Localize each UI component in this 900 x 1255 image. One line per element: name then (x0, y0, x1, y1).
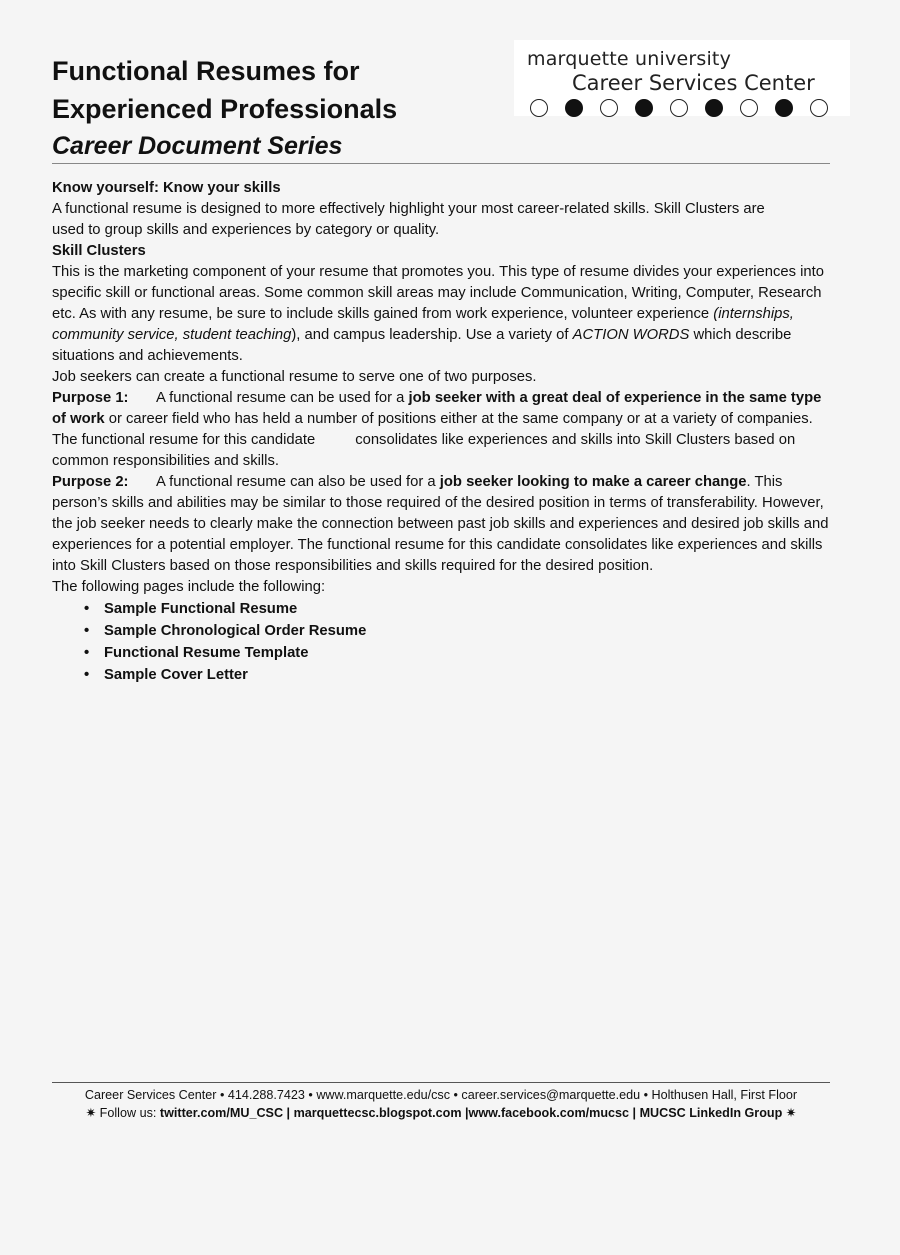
follow-label: Follow us: (96, 1106, 160, 1120)
filled-circle-icon (705, 99, 723, 117)
filled-circle-icon (565, 99, 583, 117)
follow-links[interactable]: twitter.com/MU_CSC | marquettecsc.blogspot.com |www.facebook.com/mucsc | MUCSC LinkedIn Group (159, 1106, 783, 1120)
intro-paragraph (52, 199, 830, 241)
empty-circle-icon (530, 99, 548, 117)
footer-divider (52, 1082, 830, 1083)
purpose-2-label: Purpose 2: (52, 474, 129, 490)
document-body (52, 178, 830, 686)
list-item: • Functional Resume Template (52, 642, 830, 664)
document-title-line-1: Functional Resumes for (52, 56, 360, 86)
empty-circle-icon (600, 99, 618, 117)
logo-university-text: marquette university (527, 48, 732, 70)
skill-clusters-paragraph: This is the marketing component of your resume that promotes you. This type of resume divides your experiences into specific skill or functional areas. Some common skill areas may include Communication, Writing, Computer, Research etc. As with any resume, be sure to include skills gained from work experience, volunteer experience (internships, community service, student teaching), and campus leadership. Use a variety of ACTION WORDS which describe situations and achievements. (52, 264, 825, 364)
filled-circle-icon (775, 99, 793, 117)
filled-circle-icon (635, 99, 653, 117)
star-icon: ✷ (785, 1106, 797, 1120)
intro-line-1: A functional resume is designed to more effectively highlight your most career-related skills. Skill Clusters are (52, 201, 765, 217)
purpose-1-label: Purpose 1: (52, 390, 129, 406)
skill-clusters-heading: Skill Clusters (52, 243, 146, 259)
footer-follow-line (52, 1104, 830, 1122)
list-item: • Sample Functional Resume (52, 598, 830, 620)
purpose-2-paragraph: Purpose 2: A functional resume can also be used for a job seeker looking to make a career change. This person’s skills and abilities may be similar to those required of the desired position in terms of transferability. However, the job seeker needs to clearly make the connection between past job skills and experiences and desired job skills and experiences for a potential employer. The functional resume for this candidate consolidates like experiences and skills into Skill Clusters based on those responsibilities and skills required for the desired position. (52, 474, 829, 574)
list-item: • Sample Cover Letter (52, 664, 830, 686)
document-subtitle: Career Document Series (52, 132, 343, 160)
logo-center-text: Career Services Center (572, 71, 815, 95)
footer (52, 1086, 830, 1122)
header-divider (52, 163, 830, 164)
document-title-line-2: Experienced Professionals (52, 94, 398, 124)
footer-contact-line: Career Services Center • 414.288.7423 • www.marquette.edu/csc • career.services@marquette.edu • Holthusen Hall, First Floor (84, 1088, 798, 1102)
empty-circle-icon (740, 99, 758, 117)
star-icon: ✷ (85, 1106, 97, 1120)
intro-line-2: used to group skills and experiences by category or quality. (52, 222, 440, 238)
logo-dot-row (530, 99, 828, 117)
following-pages-intro: The following pages include the following: (52, 579, 326, 595)
know-yourself-heading: Know yourself: Know your skills (52, 180, 281, 196)
title-block (52, 52, 492, 164)
marquette-career-services-logo (514, 40, 850, 116)
following-pages-list (52, 598, 830, 686)
list-item: • Sample Chronological Order Resume (52, 620, 830, 642)
purpose-1-paragraph: Purpose 1: A functional resume can be used for a job seeker with a great deal of experience in the same type of work or career field who has held a number of positions either at the same company or at a variety of companies. The functional resume for this candidate consolidates like experiences and skills into Skill Clusters based on common responsibilities and skills. (52, 390, 822, 469)
purposes-intro: Job seekers can create a functional resume to serve one of two purposes. (52, 369, 537, 385)
empty-circle-icon (810, 99, 828, 117)
empty-circle-icon (670, 99, 688, 117)
